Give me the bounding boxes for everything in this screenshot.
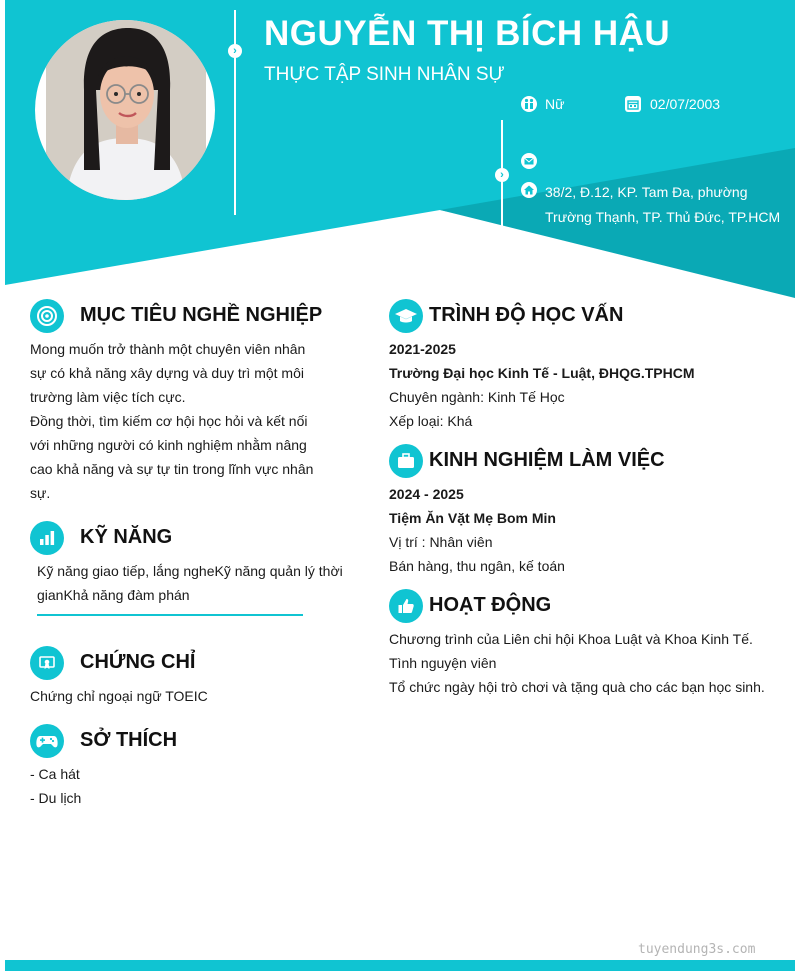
- hobbies-text: [30, 762, 81, 810]
- experience-period: 2024 - 2025: [389, 486, 464, 502]
- certificate-icon: [30, 646, 64, 680]
- gender-icon: [521, 96, 537, 112]
- objective-line: trường làm việc tích cực.: [30, 389, 186, 405]
- hobby-item: - Ca hát: [30, 766, 80, 782]
- skills-line: Kỹ năng giao tiếp, lắng ngheKỹ năng quản lý thời: [37, 563, 343, 579]
- hobbies-title: SỞ THÍCH: [80, 729, 178, 751]
- address-value: 38/2, Đ.12, KP. Tam Đa, phường Trường Thạnh, TP. Thủ Đức, TP.HCM: [545, 184, 781, 225]
- activity-item: Tình nguyện viên: [389, 655, 497, 671]
- candidate-name: NGUYỄN THỊ BÍCH HẬU: [264, 14, 671, 53]
- watermark: tuyendung3s.com: [638, 942, 756, 957]
- header-divider: [234, 10, 236, 215]
- page-margin-left: [0, 0, 5, 971]
- gender-value: Nữ: [545, 96, 565, 112]
- objective-title: MỤC TIÊU NGHỀ NGHIỆP: [80, 304, 323, 326]
- skills-title: KỸ NĂNG: [80, 526, 173, 548]
- activity-item: Tổ chức ngày hội trò chơi và tặng quà cho các bạn học sinh.: [389, 679, 765, 695]
- hobby-item: - Du lịch: [30, 790, 82, 806]
- certificates-title: CHỨNG CHỈ: [80, 651, 196, 673]
- objective-line: Đồng thời, tìm kiếm cơ hội học hỏi và kết nối: [30, 413, 308, 429]
- calendar-icon: [625, 96, 641, 112]
- experience-title: KINH NGHIỆM LÀM VIỆC: [429, 449, 665, 471]
- thumbs-up-icon: [389, 589, 423, 623]
- activities-text: [389, 627, 789, 699]
- activities-title: HOẠT ĐỘNG: [429, 594, 552, 616]
- objective-line: cao khả năng và sự tự tin trong lĩnh vực nhân: [30, 461, 314, 477]
- date-of-birth: 02/07/2003: [650, 96, 721, 112]
- skills-divider: [37, 614, 303, 616]
- experience-position: Vị trí : Nhân viên: [389, 534, 493, 550]
- target-icon: [30, 299, 64, 333]
- education-period: 2021-2025: [389, 341, 456, 357]
- certificates-text: [30, 684, 208, 708]
- chevron-right-icon: ›: [495, 168, 509, 182]
- objective-line: sự.: [30, 485, 51, 501]
- footer-bar: [0, 960, 800, 971]
- skills-text: [37, 559, 357, 607]
- objective-line: Mong muốn trở thành một chuyên viên nhân: [30, 341, 306, 357]
- certificate-item: Chứng chỉ ngoại ngữ TOEIC: [30, 688, 208, 704]
- experience-company: Tiệm Ăn Vặt Mẹ Bom Min: [389, 510, 556, 526]
- skills-line: gianKhả năng đàm phán: [37, 587, 190, 603]
- experience-duties: Bán hàng, thu ngân, kế toán: [389, 558, 565, 574]
- objective-line: với những người có kinh nghiệm nhằm nâng: [30, 437, 307, 453]
- objective-line: sự có khả năng xây dựng và duy trì một môi: [30, 365, 304, 381]
- education-school: Trường Đại học Kinh Tế - Luật, ĐHQG.TPHCM: [389, 365, 695, 381]
- education-grade: Xếp loại: Khá: [389, 413, 473, 429]
- education-text: [389, 337, 779, 433]
- home-icon: [521, 182, 537, 198]
- activity-item: Chương trình của Liên chi hội Khoa Luật và Khoa Kinh Tế.: [389, 631, 753, 647]
- header-banner: [0, 0, 800, 300]
- experience-text: [389, 482, 779, 578]
- chevron-right-icon: ›: [228, 44, 242, 58]
- gamepad-icon: [30, 724, 64, 758]
- portrait-image: [46, 20, 206, 200]
- page-margin-right: [795, 0, 800, 971]
- briefcase-icon: [389, 444, 423, 478]
- graduation-cap-icon: [389, 299, 423, 333]
- education-major: Chuyên ngành: Kinh Tế Học: [389, 389, 565, 405]
- job-title: THỰC TẬP SINH NHÂN SỰ: [264, 64, 505, 85]
- profile-photo: [35, 20, 215, 200]
- envelope-icon: [521, 153, 537, 169]
- bar-chart-icon: [30, 521, 64, 555]
- objective-text: [30, 337, 320, 505]
- education-title: TRÌNH ĐỘ HỌC VẤN: [429, 304, 624, 326]
